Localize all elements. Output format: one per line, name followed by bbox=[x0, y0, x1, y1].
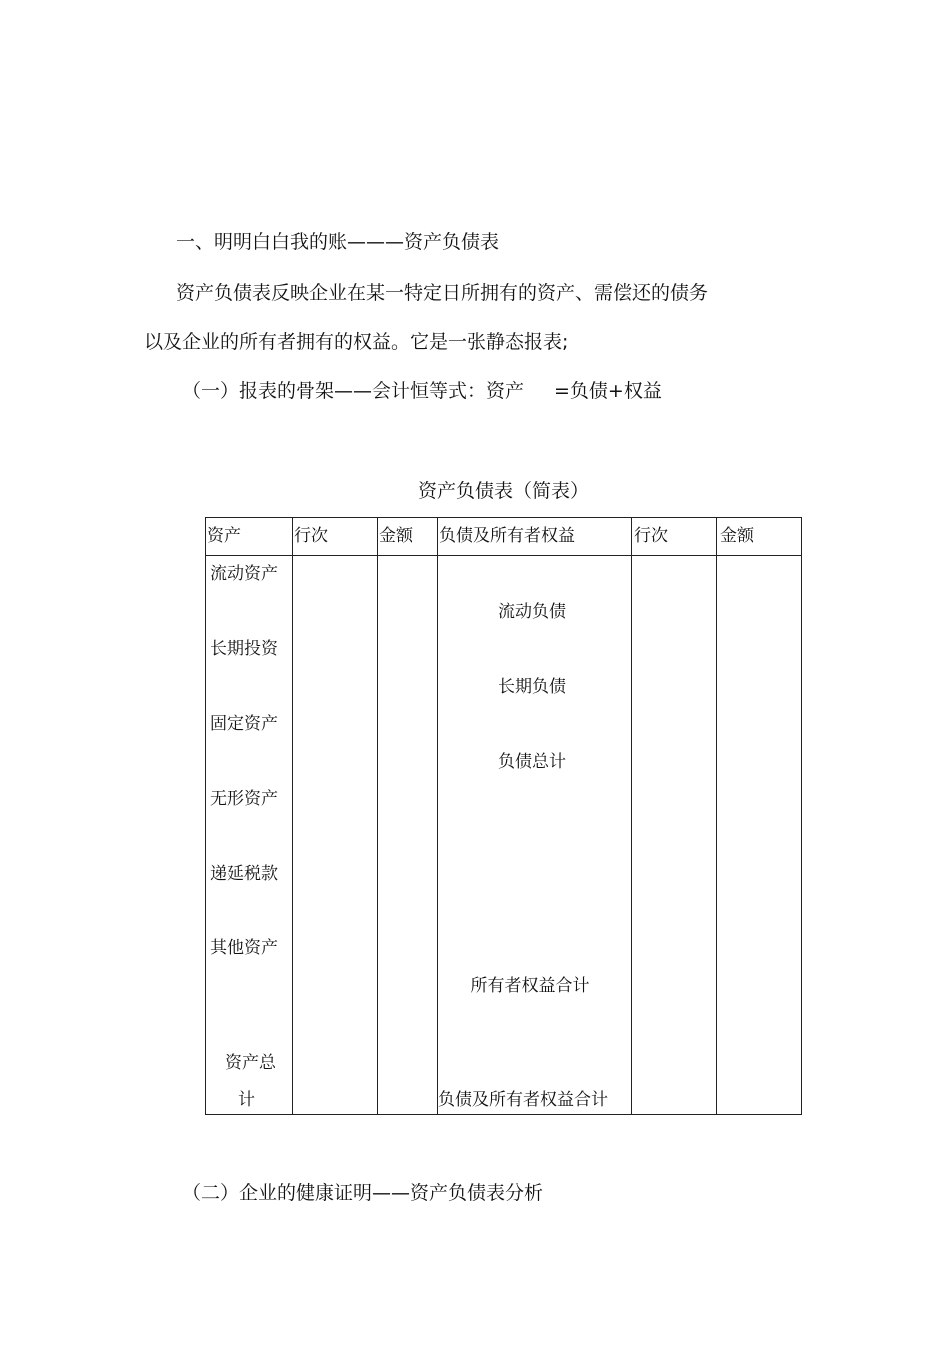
header-assets: 资产 bbox=[207, 526, 241, 546]
header-divider bbox=[206, 555, 801, 556]
intro-line-2: 以及企业的所有者拥有的权益。它是一张静态报表; bbox=[144, 331, 569, 353]
column-divider bbox=[437, 518, 438, 1114]
column-divider bbox=[292, 518, 293, 1114]
asset-fixed: 固定资产 bbox=[210, 714, 278, 734]
equation-left: （一）报表的骨架——会计恒等式：资产 bbox=[182, 380, 525, 402]
header-liabilities-equity: 负债及所有者权益 bbox=[439, 526, 575, 546]
column-divider bbox=[631, 518, 632, 1114]
liabilities-and-equity-total: 负债及所有者权益合计 bbox=[438, 1090, 608, 1110]
asset-intangible: 无形资产 bbox=[210, 789, 278, 809]
header-amount: 金额 bbox=[379, 526, 413, 546]
asset-other: 其他资产 bbox=[210, 938, 278, 958]
equation-right: =负债+权益 bbox=[554, 380, 662, 402]
equity-total: 所有者权益合计 bbox=[470, 976, 590, 996]
subsection-heading-2: （二）企业的健康证明——资产负债表分析 bbox=[182, 1182, 544, 1204]
column-divider bbox=[716, 518, 717, 1114]
intro-line-1: 资产负债表反映企业在某一特定日所拥有的资产、需偿还的债务 bbox=[176, 282, 709, 304]
column-divider bbox=[377, 518, 378, 1114]
section-heading-1: 一、明明白白我的账———资产负债表 bbox=[176, 231, 500, 253]
balance-sheet-table bbox=[205, 517, 802, 1115]
liability-long-term: 长期负债 bbox=[498, 677, 566, 697]
asset-long-term-investment: 长期投资 bbox=[210, 639, 278, 659]
header-amount-2: 金额 bbox=[720, 526, 754, 546]
asset-current: 流动资产 bbox=[210, 564, 278, 584]
table-title: 资产负债表（简表） bbox=[417, 480, 589, 502]
asset-deferred-tax: 递延税款 bbox=[210, 864, 278, 884]
liability-total: 负债总计 bbox=[498, 752, 566, 772]
subsection-heading-1 bbox=[182, 379, 662, 403]
header-line-no: 行次 bbox=[294, 526, 328, 546]
asset-total-line-1: 资产总 bbox=[225, 1053, 276, 1073]
header-line-no-2: 行次 bbox=[634, 526, 668, 546]
asset-total-line-2: 计 bbox=[238, 1090, 255, 1110]
liability-current: 流动负债 bbox=[498, 602, 566, 622]
